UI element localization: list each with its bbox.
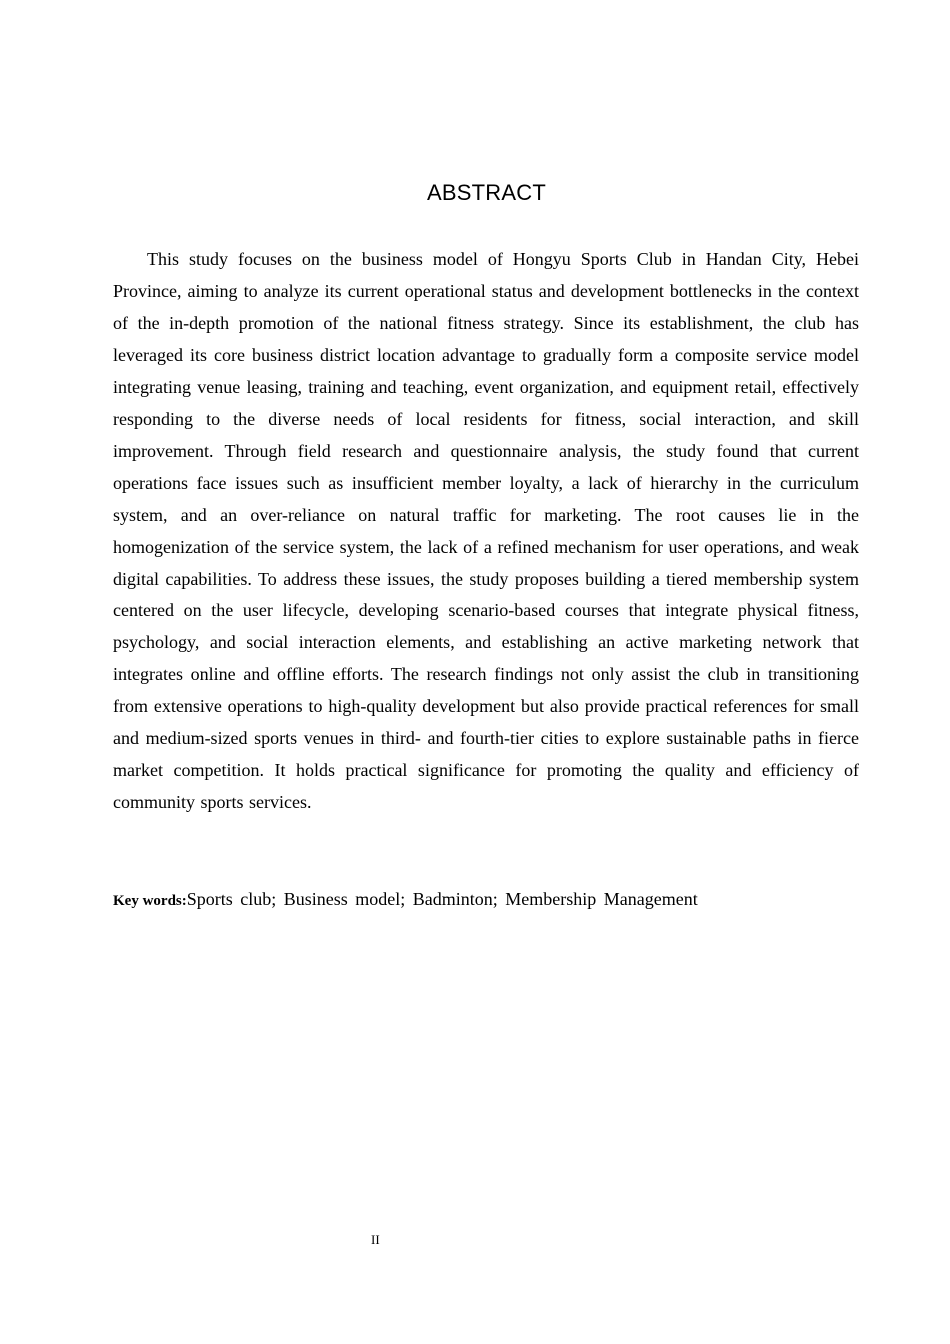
keywords-label: Key words: xyxy=(113,893,187,909)
page-number: II xyxy=(371,1232,380,1247)
abstract-paragraph: This study focuses on the business model of Hongyu Sports Club in Handan City, Hebei Province, aiming to analyze its current operational status and development bottlenecks in the context of the in-depth promotion of the national fitness strategy. Since its establishment, the club has leveraged its core business district location advantage to gradually form a composite service model integrating venue leasing, training and teaching, event organization, and equipment retail, effectively responding to the diverse needs of local residents for fitness, social interaction, and skill improvement. Through field research and questionnaire analysis, the study found that current operations face issues such as insufficient member loyalty, a lack of hierarchy in the curriculum system, and an over-reliance on natural traffic for marketing. The root causes lie in the homogenization of the service system, the lack of a refined mechanism for user operations, and weak digital capabilities. To address these issues, the study proposes building a tiered membership system centered on the user lifecycle, developing scenario-based courses that integrate physical fitness, psychology, and social interaction elements, and establishing an active marketing network that integrates online and offline efforts. The research findings not only assist the club in transitioning from extensive operations to high-quality development but also provide practical references for small and medium-sized sports venues in third- and fourth-tier cities to explore sustainable paths in fierce market competition. It holds practical significance for promoting the quality and efficiency of community sports services. xyxy=(113,249,859,813)
keywords-line xyxy=(113,884,859,916)
keywords-text: Sports club; Business model; Badminton; Membership Management xyxy=(186,889,698,909)
page-title: ABSTRACT xyxy=(427,180,546,205)
